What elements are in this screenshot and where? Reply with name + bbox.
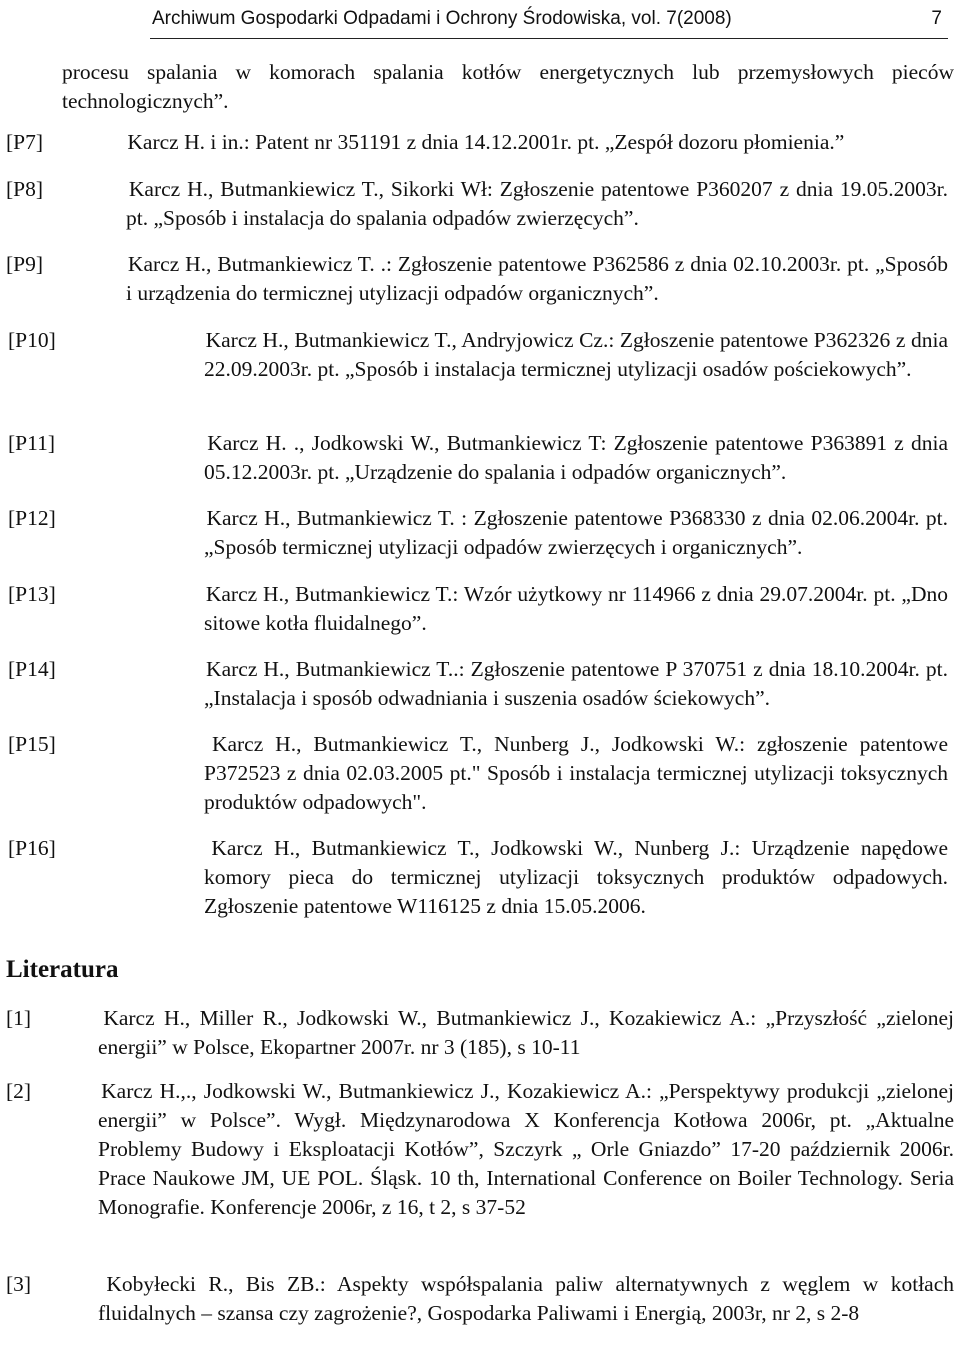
patent-text: Karcz H., Butmankiewicz T. : Zgłoszenie patentowe P368330 z dnia 02.06.2004r. pt. „Sposób termicznej utylizacji odpadów zwierzęcych i organicznych”. xyxy=(204,506,949,559)
patent-label: [P15] xyxy=(8,732,56,756)
patent-text: Karcz H., Butmankiewicz T. .: Zgłoszenie patentowe P362586 z dnia 02.10.2003r. pt. „Sposób i urządzenia do termicznej utylizacji odpadów organicznych”. xyxy=(126,252,949,305)
patent-entry-p11 xyxy=(8,429,949,487)
literature-text: Karcz H.,., Jodkowski W., Butmankiewicz J., Kozakiewicz A.: „Perspektywy produkcji „zielonej energii” w Polsce”. Wygł. Międzynarodowa X Konferencja Kotłowa 2006r, pt. „Aktualne Problemy Budowy i Eksploatacji Kotłów”, Szczyrk „ Orle Gniazdo” 17-20 październik 2006r. Prace Naukowe JM, UE POL. Śląsk. 10 th, International Conference on Boiler Technology. Seria Monografie. Konferencje 2006r, z 16, t 2, s 37-52 xyxy=(98,1079,955,1219)
patent-text: Karcz H., Butmankiewicz T., Nunberg J., Jodkowski W.: zgłoszenie patentowe P372523 z dnia 02.03.2005 pt." Sposób i instalacja termicznej utylizacji toksycznych produktów odpadowych". xyxy=(204,732,949,814)
patent-label: [P13] xyxy=(8,582,56,606)
patent-text: Karcz H., Butmankiewicz T..: Zgłoszenie patentowe P 370751 z dnia 18.10.2004r. pt. „Instalacja i sposób odwadniania i suszenia osadów ściekowych”. xyxy=(204,657,948,710)
patent-label: [P16] xyxy=(8,836,56,860)
literature-text: Karcz H., Miller R., Jodkowski W., Butmankiewicz J., Kozakiewicz A.: „Przyszłość „zielonej energii” w Polsce, Ekopartner 2007r. nr 3 (185), s 10-11 xyxy=(98,1006,955,1059)
page-number: 7 xyxy=(931,8,942,29)
patent-text: Karcz H., Butmankiewicz T.: Wzór użytkowy nr 114966 z dnia 29.07.2004r. pt. „Dno sitowe kotła fluidalnego”. xyxy=(204,582,949,635)
literature-entry-2 xyxy=(6,1077,955,1222)
literature-label: [3] xyxy=(6,1272,32,1296)
patent-entry-p12 xyxy=(8,504,949,562)
patent-label: [P10] xyxy=(8,328,56,352)
patent-text: Karcz H. i in.: Patent nr 351191 z dnia 14.12.2001r. pt. „Zespół dozoru płomienia.” xyxy=(127,130,845,154)
patent-text: Karcz H. ., Jodkowski W., Butmankiewicz T: Zgłoszenie patentowe P363891 z dnia 05.12.2003r. pt. „Urządzenie do spalania i odpadów organicznych”. xyxy=(204,431,949,484)
literature-entry-1 xyxy=(6,1004,955,1062)
literature-heading: Literatura xyxy=(6,956,119,983)
patent-entry-p8 xyxy=(6,175,948,233)
patent-entry-p7 xyxy=(6,128,948,157)
journal-title: Archiwum Gospodarki Odpadami i Ochrony Środowiska, vol. 7(2008) xyxy=(152,8,732,29)
patent-label: [P9] xyxy=(6,252,44,276)
literature-label: [2] xyxy=(6,1079,32,1103)
literature-text: Kobyłecki R., Bis ZB.: Aspekty współspalania paliw alternatywnych z węglem w kotłach fluidalnych – szansa czy zagrożenie?, Gospodarka Paliwami i Energią, 2003r, nr 2, s 2-8 xyxy=(98,1272,954,1325)
patent-entry-p13 xyxy=(8,580,949,638)
patent-text: Karcz H., Butmankiewicz T., Jodkowski W., Nunberg J.: Urządzenie napędowe komory pieca do termicznej utylizacji toksycznych produktów odpadowych. Zgłoszenie patentowe W116125 z dnia 15.05.2006. xyxy=(204,836,949,918)
patent-text: Karcz H., Butmankiewicz T., Andryjowicz Cz.: Zgłoszenie patentowe P362326 z dnia 22.09.2003r. pt. „Sposób i instalacja termicznej utylizacji osadów pościekowych”. xyxy=(204,328,949,381)
patent-label: [P7] xyxy=(6,130,44,154)
literature-label: [1] xyxy=(6,1006,32,1030)
patent-entry-p14 xyxy=(8,655,948,713)
patent-entry-p16 xyxy=(8,834,949,921)
running-header xyxy=(150,2,948,39)
patent-label: [P11] xyxy=(8,431,55,455)
literature-entry-3 xyxy=(6,1270,954,1328)
patent-entry-p10 xyxy=(8,326,949,384)
patent-label: [P8] xyxy=(6,177,44,201)
patent-entry-p9 xyxy=(6,250,949,308)
intro-continuation: procesu spalania w komorach spalania kotłów energetycznych lub przemysłowych pieców technologicznych”. xyxy=(62,60,954,113)
patent-label: [P12] xyxy=(8,506,56,530)
patent-label: [P14] xyxy=(8,657,56,681)
patent-text: Karcz H., Butmankiewicz T., Sikorki Wł: Zgłoszenie patentowe P360207 z dnia 19.05.2003r. pt. „Sposób i instalacja do spalania odpadów zwierzęcych”. xyxy=(126,177,948,230)
patent-entry-p15 xyxy=(8,730,949,817)
